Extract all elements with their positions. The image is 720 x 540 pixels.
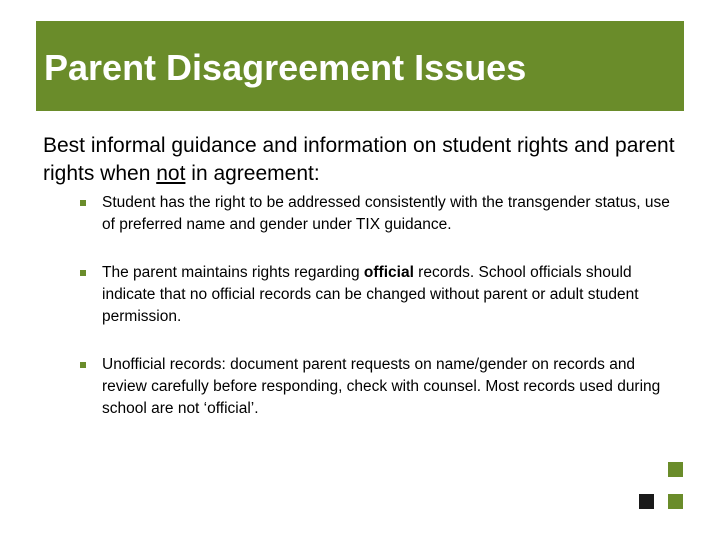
intro-underlined-word: not [156, 162, 186, 185]
intro-text-end: in agreement: [185, 162, 320, 185]
bullet-item-3 [80, 354, 680, 420]
slide-title: Parent Disagreement Issues [44, 47, 527, 88]
decor-square-green-top [668, 462, 683, 477]
bullet-text-end: records. School officials should indicate that no official records can be changed without parent or adult student permission. [102, 264, 639, 325]
decor-square-black [639, 494, 654, 509]
decor-square-green-bottom [668, 494, 683, 509]
bullet-bold-word: official [363, 264, 414, 281]
bullet-text: Student has the right to be addressed consistently with the transgender status, use of preferred name and gender under TIX guidance. [102, 194, 670, 233]
title-bar [36, 21, 684, 111]
bullet-square-icon [80, 270, 86, 276]
bullet-item-1 [80, 192, 680, 236]
bullet-text: The parent maintains rights regarding [102, 264, 364, 281]
bullet-square-icon [80, 362, 86, 368]
intro-text-start: Best informal guidance and information on student rights and parent rights when [43, 134, 675, 185]
bullet-list [80, 192, 680, 420]
intro-paragraph [43, 132, 683, 188]
bullet-square-icon [80, 200, 86, 206]
bullet-item-2 [80, 262, 680, 328]
bullet-text: Unofficial records: document parent requests on name/gender on records and review carefully before responding, check with counsel. Most records used during school are not ‘official’. [102, 356, 661, 417]
